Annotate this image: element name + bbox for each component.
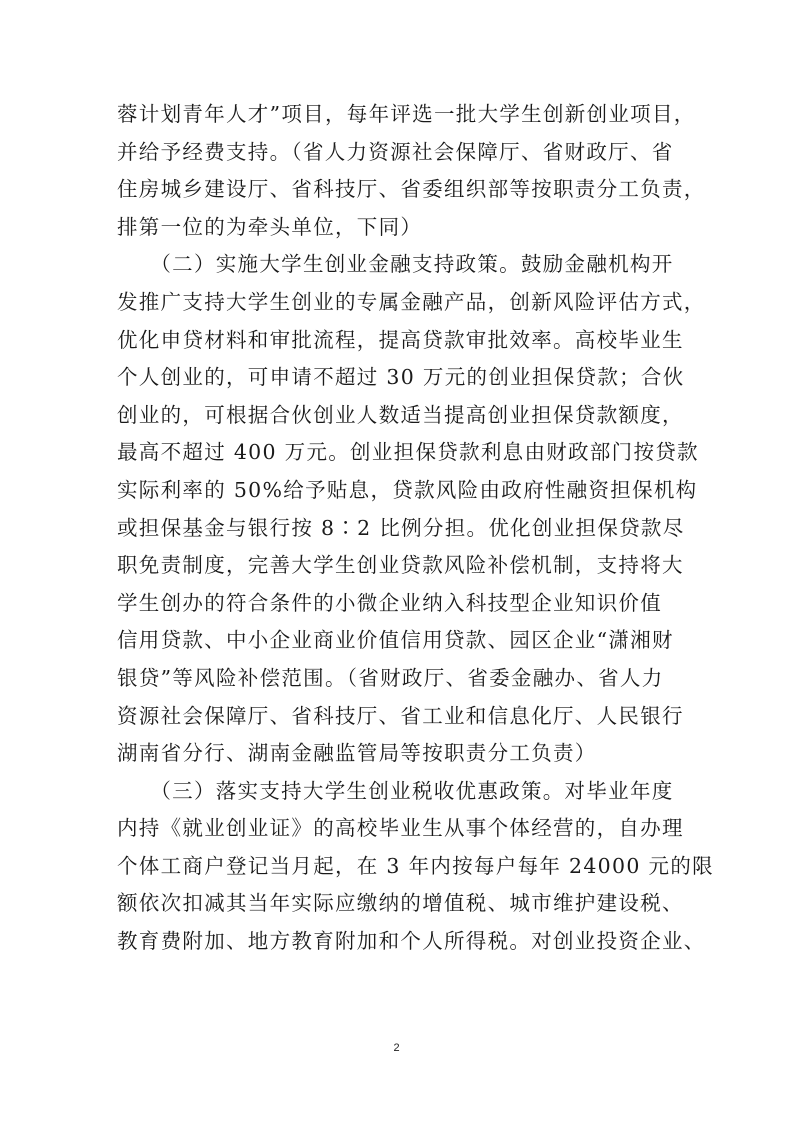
text-line: 发推广支持大学生创业的专属金融产品，创新风险评估方式， bbox=[117, 289, 706, 314]
text-line: 排第一位的为牵头单位，下同） bbox=[117, 214, 423, 239]
body-text bbox=[117, 96, 714, 961]
text-line: 蓉计划青年人才”项目，每年评选一批大学生创新创业项目， bbox=[117, 102, 696, 126]
text-line: 湖南省分行、湖南金融监管局等按职责分工负责） bbox=[117, 741, 597, 766]
page-number: 2 bbox=[393, 1042, 400, 1054]
text-line: 信用贷款、中小企业商业价值信用贷款、园区企业“潇湘财 bbox=[117, 628, 674, 653]
text-line: 个人创业的，可申请不超过 30 万元的创业担保贷款；合伙 bbox=[117, 365, 685, 390]
text-line: 教育费附加、地方教育附加和个人所得税。对创业投资企业、 bbox=[117, 929, 706, 954]
text-line: 实际利率的 50%给予贴息，贷款风险由政府性融资担保机构 bbox=[117, 477, 698, 502]
text-line: 学生创办的符合条件的小微企业纳入科技型企业知识价值 bbox=[117, 590, 662, 615]
text-line: 内持《就业创业证》的高校毕业生从事个体经营的，自办理 bbox=[117, 816, 684, 841]
text-line: 最高不超过 400 万元。创业担保贷款利息由财政部门按贷款 bbox=[117, 440, 699, 465]
text-line: 并给予经费支持。（省人力资源社会保障厅、省财政厅、省 bbox=[117, 139, 674, 164]
text-line: 职免责制度，完善大学生创业贷款风险补偿机制，支持将大 bbox=[117, 553, 684, 578]
text-line: 优化申贷材料和审批流程，提高贷款审批效率。高校毕业生 bbox=[117, 327, 684, 352]
text-line: （三）落实支持大学生创业税收优惠政策。对毕业年度 bbox=[117, 778, 674, 803]
text-line: 银贷”等风险补偿范围。（省财政厅、省委金融办、省人力 bbox=[117, 665, 664, 690]
text-line: 创业的，可根据合伙创业人数适当提高创业担保贷款额度， bbox=[117, 402, 684, 427]
text-line: 额依次扣减其当年实际应缴纳的增值税、城市维护建设税、 bbox=[117, 891, 684, 916]
text-line: （二）实施大学生创业金融支持政策。鼓励金融机构开 bbox=[117, 252, 674, 277]
text-line: 个体工商户登记当月起，在 3 年内按每户每年 24000 元的限 bbox=[117, 853, 714, 878]
text-line: 资源社会保障厅、省科技厅、省工业和信息化厅、人民银行 bbox=[117, 703, 684, 728]
text-line: 或担保基金与银行按 8∶2 比例分担。优化创业担保贷款尽 bbox=[117, 515, 685, 540]
text-line: 住房城乡建设厅、省科技厅、省委组织部等按职责分工负责， bbox=[117, 177, 706, 202]
